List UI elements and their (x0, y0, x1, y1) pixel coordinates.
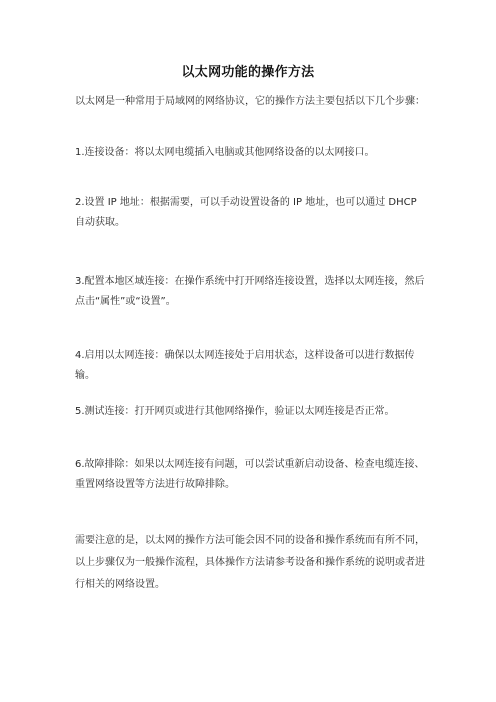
note-paragraph: 需要注意的是，以太网的操作方法可能会因不同的设备和操作系统而有所不同，以上步骤仅为一般操作流程，具体操作方法请参考设备和操作系统的说明或者进行相关的网络设置。 (75, 535, 425, 590)
intro-paragraph: 以太网是一种常用于局域网的网络协议，它的操作方法主要包括以下几个步骤： (75, 96, 425, 107)
document-title: 以太网功能的操作方法 (181, 65, 315, 80)
step-4: 4.启用以太网连接：确保以太网连接处于启用状态，这样设备可以进行数据传输。 (75, 350, 415, 381)
step-1: 1.连接设备：将以太网电缆插入电脑或其他网络设备的以太网接口。 (75, 147, 375, 158)
step-6: 6.故障排除：如果以太网连接有问题，可以尝试重新启动设备、检查电缆连接、重置网络设置等方法进行故障排除。 (75, 459, 425, 490)
step-2: 2.设置 IP 地址：根据需要，可以手动设置设备的 IP 地址，也可以通过 DHCP 自动获取。 (75, 197, 417, 228)
step-3: 3.配置本地区域连接：在操作系统中打开网络连接设置，选择以太网连接，然后点击“属性”或“设置”。 (75, 276, 425, 307)
step-5: 5.测试连接：打开网页或进行其他网络操作，验证以太网连接是否正常。 (75, 406, 395, 417)
